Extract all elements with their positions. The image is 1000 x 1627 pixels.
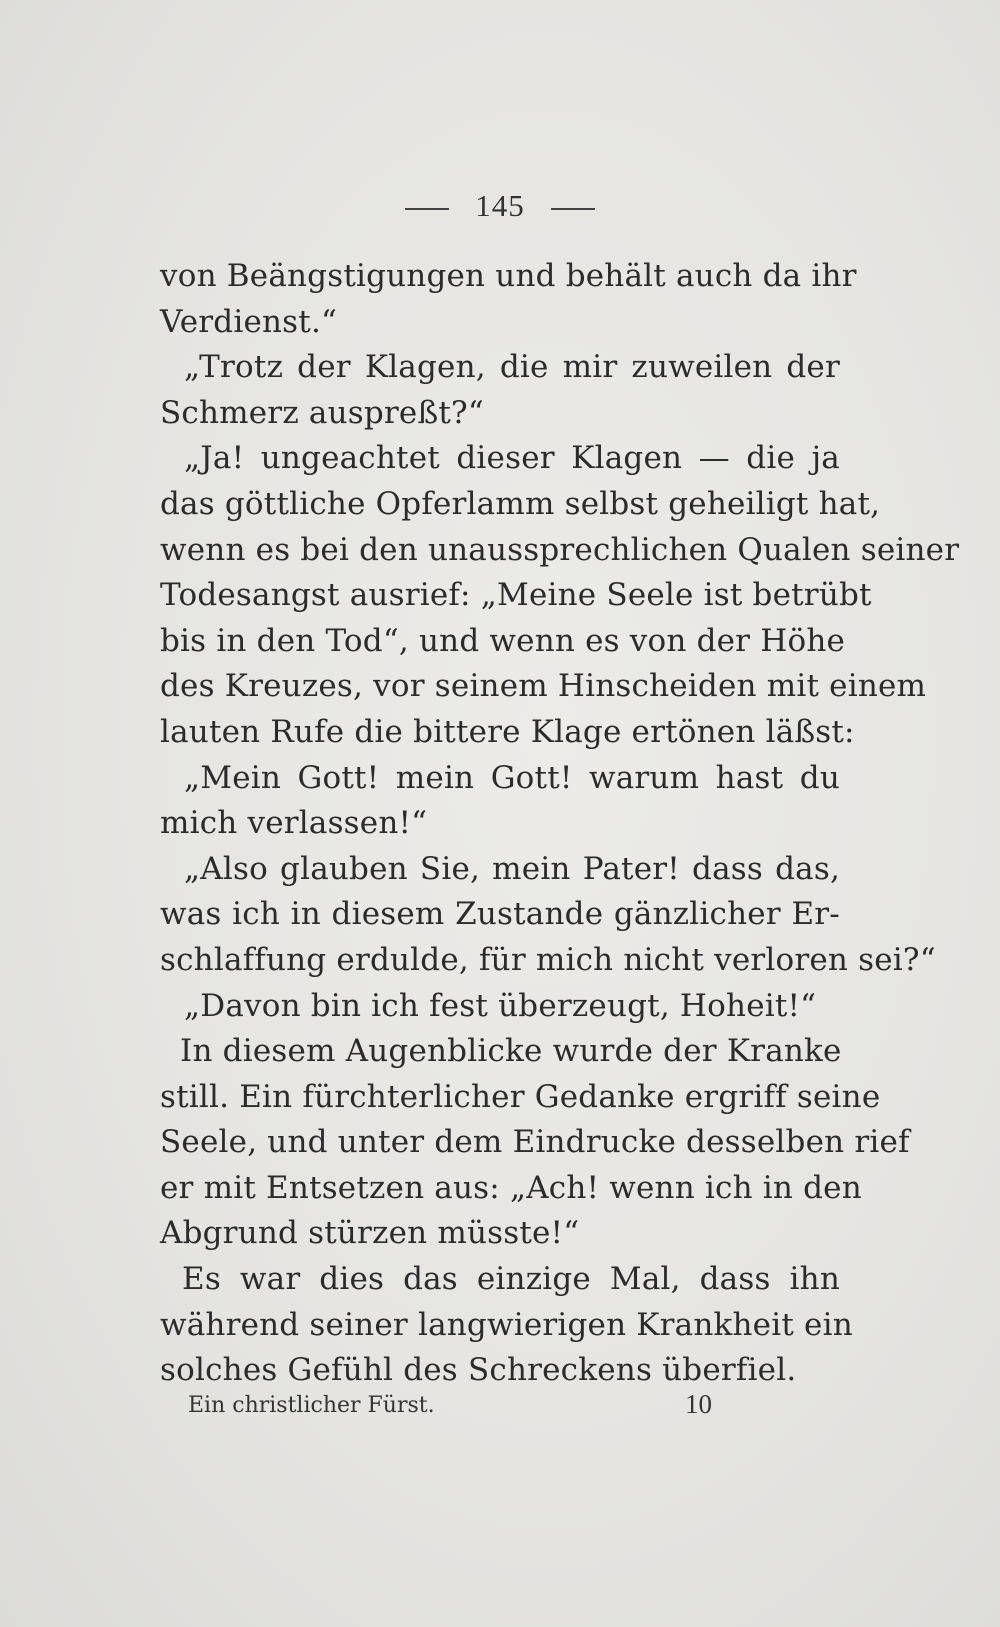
body-text	[160, 254, 960, 1394]
text-line: mich verlassen!“	[160, 805, 428, 842]
text-line: „Also glauben Sie, mein Pater! dass das,	[184, 850, 840, 887]
text-line: lauten Rufe die bittere Klage ertönen läßst:	[160, 713, 855, 750]
text-line: solches Gefühl des Schreckens überfiel.	[160, 1352, 797, 1389]
text-line: Seele, und unter dem Eindrucke desselben rief	[160, 1124, 910, 1161]
header-dash-right	[551, 208, 595, 210]
page-number: 145	[475, 188, 525, 223]
text-line: das göttliche Opferlamm selbst geheiligt hat,	[160, 485, 881, 522]
header-dash-left	[405, 208, 449, 210]
text-line: Todesangst ausrief: „Meine Seele ist betrübt	[160, 577, 872, 614]
text-line: „Mein Gott! mein Gott! warum hast du	[184, 759, 840, 796]
page-header	[0, 188, 1000, 224]
sheet-number: 10	[685, 1389, 712, 1419]
text-line: Verdienst.“	[160, 303, 338, 340]
text-line: Es war dies das einzige Mal, dass ihn	[182, 1261, 840, 1298]
text-line: Abgrund stürzen müsste!“	[160, 1215, 580, 1252]
text-line: bis in den Tod“, und wenn es von der Höhe	[160, 622, 846, 659]
text-line: während seiner langwierigen Krankheit ein	[160, 1306, 853, 1343]
text-line: schlaffung erdulde, für mich nicht verloren sei?“	[160, 941, 936, 978]
text-line: wenn es bei den unaussprechlichen Qualen seiner	[160, 531, 960, 568]
text-line: Schmerz auspreßt?“	[160, 394, 484, 431]
text-line: er mit Entsetzen aus: „Ach! wenn ich in den	[160, 1169, 862, 1206]
text-line: In diesem Augenblicke wurde der Kranke	[180, 1033, 842, 1070]
text-line: was ich in diesem Zustande gänzlicher Er-	[160, 896, 840, 933]
text-line: „Ja! ungeachtet dieser Klagen — die ja	[184, 440, 840, 477]
signature-mark: Ein christlicher Fürst.	[188, 1393, 435, 1418]
text-line: „Davon bin ich fest überzeugt, Hoheit!“	[184, 987, 817, 1024]
text-line: von Beängstigungen und behält auch da ihr	[160, 258, 857, 294]
text-line: still. Ein fürchterlicher Gedanke ergriff seine	[160, 1078, 881, 1115]
text-line: des Kreuzes, vor seinem Hinscheiden mit einem	[160, 668, 927, 705]
text-line: „Trotz der Klagen, die mir zuweilen der	[184, 349, 840, 386]
